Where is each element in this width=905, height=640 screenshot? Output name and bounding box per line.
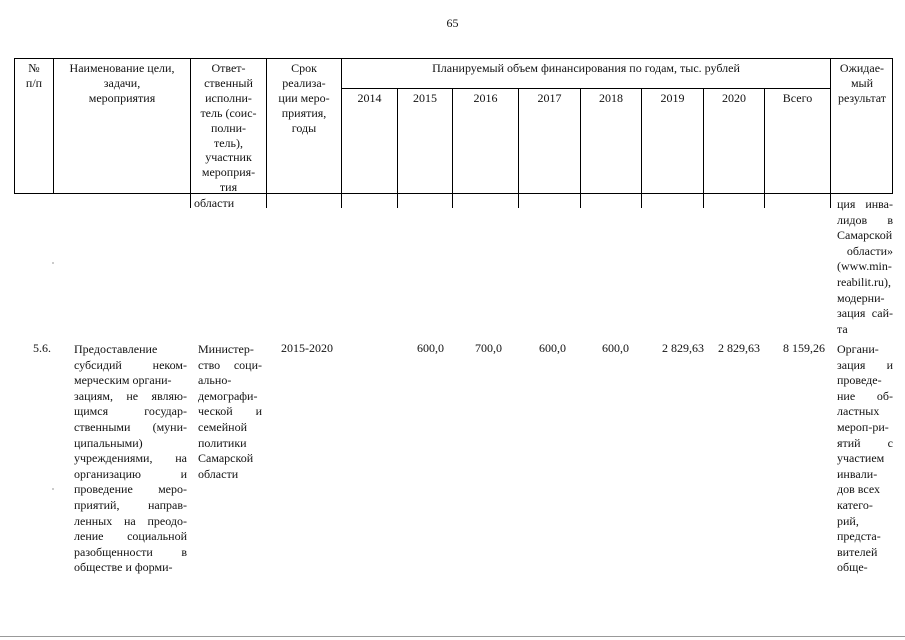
continued-result	[837, 197, 893, 337]
header-year-2016: 2016	[473, 91, 498, 105]
body-col-divider	[830, 194, 831, 208]
body-col-divider	[452, 194, 453, 208]
body-col-divider	[580, 194, 581, 208]
row-result-line: вителей	[837, 544, 878, 559]
row-name-line: обществе и форми-	[74, 560, 173, 575]
header-name-line: Наименование цели,	[69, 61, 175, 75]
continued-result-line: ция инва-	[837, 197, 893, 211]
row-result-line: участием	[837, 451, 885, 466]
header-result-line: результат	[837, 91, 887, 105]
row-responsible-line: области	[198, 466, 239, 481]
header-term	[267, 61, 341, 136]
body-col-divider	[703, 194, 704, 208]
financing-divider	[341, 88, 831, 89]
row-value-total: 8 159,26	[783, 341, 825, 355]
body-col-divider	[341, 194, 342, 208]
continued-result-line: модерни-	[837, 290, 885, 305]
row-responsible-line: демографи-	[198, 388, 258, 403]
header-responsible-line: участник	[205, 150, 252, 165]
row-result-line: Органи-	[837, 342, 879, 356]
row-result-line: дов всех	[837, 482, 881, 497]
row-term: 2015-2020	[281, 341, 333, 355]
row-name-line: ленных на преодо-	[74, 513, 187, 528]
header-responsible-line: полни-	[210, 120, 247, 135]
row-value-2020: 2 829,63	[718, 341, 760, 355]
row-result-line: ятий с	[837, 435, 893, 450]
header-result	[831, 61, 893, 106]
header-responsible-line: тия	[219, 180, 238, 195]
row-name-line: мерческим органи-	[74, 373, 172, 388]
body-col-divider	[266, 194, 267, 208]
row-result-line: рий,	[837, 513, 859, 528]
page-bottom-rule	[0, 636, 905, 637]
header-result-line: Ожидае-	[839, 61, 885, 75]
header-year-2017: 2017	[537, 91, 562, 105]
header-total: Всего	[782, 91, 813, 105]
row-name-line: Предоставление	[74, 342, 158, 356]
body-col-divider	[764, 194, 765, 208]
header-num-line: №	[28, 61, 40, 75]
continued-result-line: области»	[846, 243, 893, 258]
header-responsible-line: тель (соис-	[200, 105, 257, 120]
row-name-line: ление социальной	[74, 529, 187, 544]
row-responsible-line: ство соци-	[198, 357, 262, 372]
row-name-line: субсидий неком-	[74, 357, 187, 372]
header-year-2015: 2015	[413, 91, 437, 105]
header-responsible-line: исполни-	[205, 90, 252, 105]
row-result-line: проведе-	[837, 373, 882, 388]
row-responsible-line: Самарской	[198, 451, 254, 466]
continued-responsible: области	[194, 196, 235, 210]
row-result-line: ластных	[837, 404, 880, 419]
row-result-line: ние об-	[837, 388, 893, 403]
header-term-line: реализа-	[282, 76, 326, 90]
row-responsible-line: ческой и	[198, 404, 262, 419]
continued-result-line: зация сай-	[837, 306, 893, 321]
row-name-line: ственными (муни-	[74, 419, 187, 434]
row-responsible-line: семейной	[198, 419, 247, 434]
header-term-line: приятия,	[281, 106, 327, 120]
header-name-line: задачи,	[103, 76, 141, 90]
row-name-line: ципальными)	[74, 435, 143, 450]
header-responsible-line: мероприя-	[201, 165, 256, 180]
row-value-2016: 700,0	[475, 341, 502, 355]
header-responsible	[191, 61, 266, 195]
row-result-line: предста-	[837, 529, 881, 544]
header-num	[15, 61, 53, 91]
row-name-line: зациям, не являю-	[74, 388, 187, 403]
row-responsible	[198, 342, 262, 482]
row-num: 5.6.	[33, 341, 51, 355]
header-year-2020: 2020	[722, 91, 746, 105]
scan-speck	[52, 262, 54, 264]
header-num-line: п/п	[25, 76, 43, 90]
col-divider	[341, 58, 342, 194]
header-term-line: Срок	[291, 61, 317, 75]
row-name-line: учреждениями, на	[74, 451, 187, 466]
row-value-2015: 600,0	[417, 341, 444, 355]
row-result-line: инвали-	[837, 466, 878, 481]
row-responsible-line: Министер-	[198, 342, 254, 356]
row-result-line: мероп-ри-	[837, 419, 889, 434]
row-value-2018: 600,0	[602, 341, 629, 355]
row-name-line: организацию и	[74, 466, 187, 481]
header-responsible-line: Ответ-	[211, 61, 246, 75]
continued-result-line: reabilit.ru),	[837, 274, 891, 289]
continued-result-line: Самарской	[837, 228, 893, 243]
header-term-line: годы	[291, 121, 317, 135]
header-term-line: ции меро-	[278, 91, 330, 105]
page-number: 65	[446, 16, 459, 30]
header-responsible-line: ственный	[204, 75, 253, 90]
row-responsible-line: ально-	[198, 373, 232, 388]
scan-speck	[52, 488, 54, 490]
body-col-divider	[397, 194, 398, 208]
row-result	[837, 342, 893, 576]
header-financing-title: Планируемый объем финансирования по годам, тыс. рублей	[432, 61, 740, 75]
header-year-2019: 2019	[660, 91, 685, 105]
row-value-2017: 600,0	[539, 341, 566, 355]
header-result-line: мый	[850, 76, 874, 90]
row-result-line: катего-	[837, 497, 873, 512]
body-col-divider	[518, 194, 519, 208]
header-year-2018: 2018	[599, 91, 623, 105]
body-col-divider	[641, 194, 642, 208]
continued-result-line: (www.min-	[837, 259, 892, 274]
row-name	[74, 342, 187, 576]
header-name-line: мероприятия	[88, 91, 156, 105]
row-value-2019: 2 829,63	[662, 341, 704, 355]
continued-result-line: та	[837, 321, 848, 336]
row-responsible-line: политики	[198, 435, 247, 450]
continued-result-line: лидов в	[837, 212, 893, 227]
row-name-line: разобщенности в	[74, 544, 187, 559]
row-name-line: приятий, направ-	[74, 497, 187, 512]
row-result-line: обще-	[837, 560, 868, 575]
header-name	[54, 61, 190, 106]
header-year-2014: 2014	[357, 91, 382, 105]
row-result-line: зация и	[837, 357, 893, 372]
row-name-line: проведение меро-	[74, 482, 187, 497]
header-responsible-line: тель),	[213, 135, 244, 150]
body-col-divider	[190, 194, 191, 208]
row-name-line: щимся государ-	[74, 404, 187, 419]
